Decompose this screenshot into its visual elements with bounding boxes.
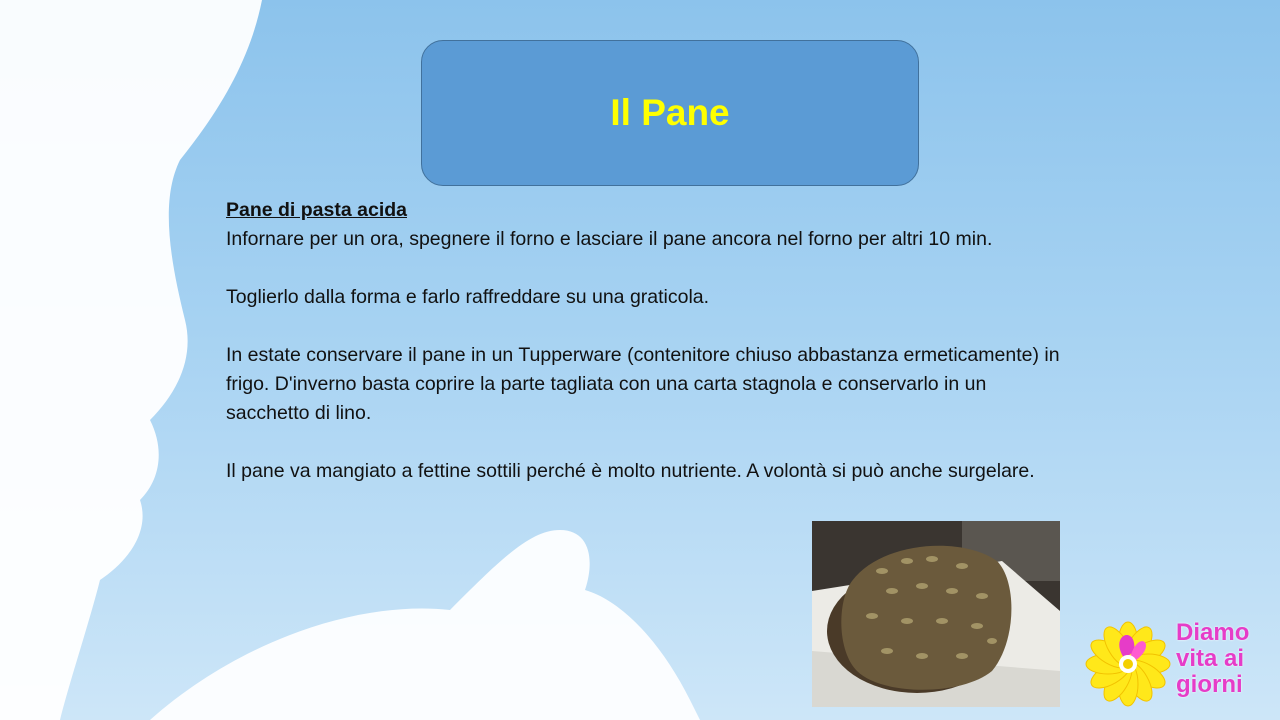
logo-line-1: Diamo bbox=[1176, 619, 1250, 646]
diamo-vita-ai-giorni-logo bbox=[1080, 614, 1270, 714]
slide-title: Il Pane bbox=[610, 92, 730, 133]
paragraph-3: In estate conservare il pane in un Tupperware (contenitore chiuso abbastanza ermeticamente) in frigo. D'inverno basta coprire la parte tagliata con una carta stagnola e conservarlo in un sacchetto di lino. bbox=[226, 344, 1060, 424]
title-box bbox=[421, 40, 919, 186]
logo-line-3: giorni bbox=[1176, 671, 1243, 698]
section-heading: Pane di pasta acida bbox=[226, 199, 407, 221]
logo-text bbox=[1176, 620, 1249, 698]
slide-content bbox=[226, 196, 1066, 486]
flower-logo-icon bbox=[1082, 618, 1174, 710]
paragraph-1: Infornare per un ora, spegnere il forno e lasciare il pane ancora nel forno per altri 10 min. bbox=[226, 228, 993, 250]
paragraph-2: Toglierlo dalla forma e farlo raffreddare su una graticola. bbox=[226, 286, 710, 308]
paragraph-4: Il pane va mangiato a fettine sottili perché è molto nutriente. A volontà si può anche surgelare. bbox=[226, 460, 1035, 482]
bread-photo bbox=[812, 521, 1060, 707]
logo-line-2: vita ai bbox=[1176, 645, 1245, 672]
